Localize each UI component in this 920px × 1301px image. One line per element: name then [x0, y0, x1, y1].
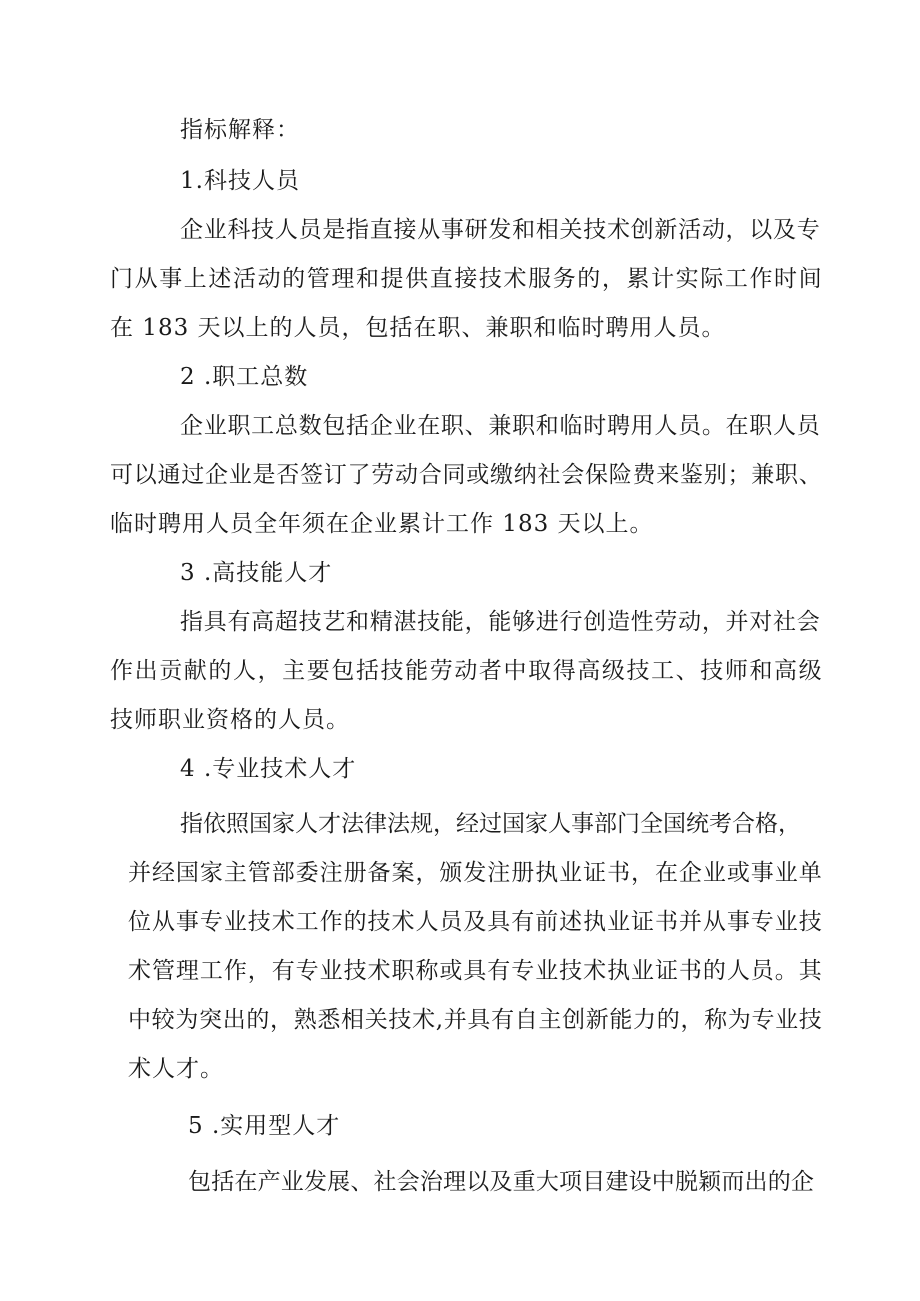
- section-2-line-1: 企 业 职 工 总 数 包 括 企 业 在 职 、 兼 职 和 临 时 聘 用 人 员 。 在 职 人 员: [180, 413, 820, 439]
- section-5-line-1: 包 括 在 产 业 发 展 、 社 会 治 理 以 及 重 大 项 目 建 设 中 脱 颖 而 出 的 企: [188, 1169, 814, 1195]
- section-1-heading: 1.科技人员: [180, 168, 300, 194]
- section-2-heading: 2 .职工总数: [180, 364, 309, 390]
- section-1-line-1: 企 业 科 技 人 员 是 指 直 接 从 事 研 发 和 相 关 技 术 创 新 活 动 ， 以 及 专: [180, 217, 820, 243]
- section-4-line-6: 术人才。: [128, 1056, 224, 1082]
- section-3-heading: 3 .高技能人才: [180, 560, 333, 586]
- section-2-line-3: 临时聘用人员全年须在企业累计工作 183 天以上。: [110, 511, 654, 537]
- section-2-line-2: 可 以 通 过 企 业 是 否 签 订 了 劳 动 合 同 或 缴 纳 社 会 保 险 费 来 鉴 别 ； 兼 职 、: [110, 462, 822, 488]
- section-3-line-2: 作 出 贡 献 的 人 ， 主 要 包 括 技 能 劳 动 者 中 取 得 高 级 技 工 、 技 师 和 高 级: [110, 658, 822, 684]
- section-3-line-3: 技师职业资格的人员。: [110, 707, 350, 733]
- section-3-line-1: 指 具 有 高 超 技 艺 和 精 湛 技 能 ， 能 够 进 行 创 造 性 劳 动 ， 并 对 社 会: [180, 609, 820, 635]
- section-1-line-3: 在 183 天以上的人员，包括在职、兼职和临时聘用人员。: [110, 315, 726, 341]
- section-4-line-3: 位 从 事 专 业 技 术 工 作 的 技 术 人 员 及 具 有 前 述 执 业 证 书 并 从 事 专 业 技: [128, 909, 822, 935]
- intro-label: 指标解释：: [180, 117, 300, 143]
- section-4-line-5: 中 较 为 突 出 的 ， 熟 悉 相 关 技 术 , 并 具 有 自 主 创 新 能 力 的 ， 称 为 专 业 技: [128, 1007, 822, 1033]
- section-4-heading: 4 .专业技术人才: [180, 756, 357, 782]
- section-5-heading: 5 .实用型人才: [188, 1113, 341, 1139]
- section-4-line-2: 并 经 国 家 主 管 部 委 注 册 备 案 ， 颁 发 注 册 执 业 证 书 ， 在 企 业 或 事 业 单: [128, 860, 822, 886]
- section-1-line-2: 门 从 事 上 述 活 动 的 管 理 和 提 供 直 接 技 术 服 务 的 ， 累 计 实 际 工 作 时 间: [110, 266, 822, 292]
- section-4-line-4: 术 管 理 工 作 ， 有 专 业 技 术 职 称 或 具 有 专 业 技 术 执 业 证 书 的 人 员 。 其: [128, 958, 822, 984]
- section-4-line-1: 指 依 照 国 家 人 才 法 律 法 规 ， 经 过 国 家 人 事 部 门 全 国 统 考 合 格 ，: [180, 811, 801, 837]
